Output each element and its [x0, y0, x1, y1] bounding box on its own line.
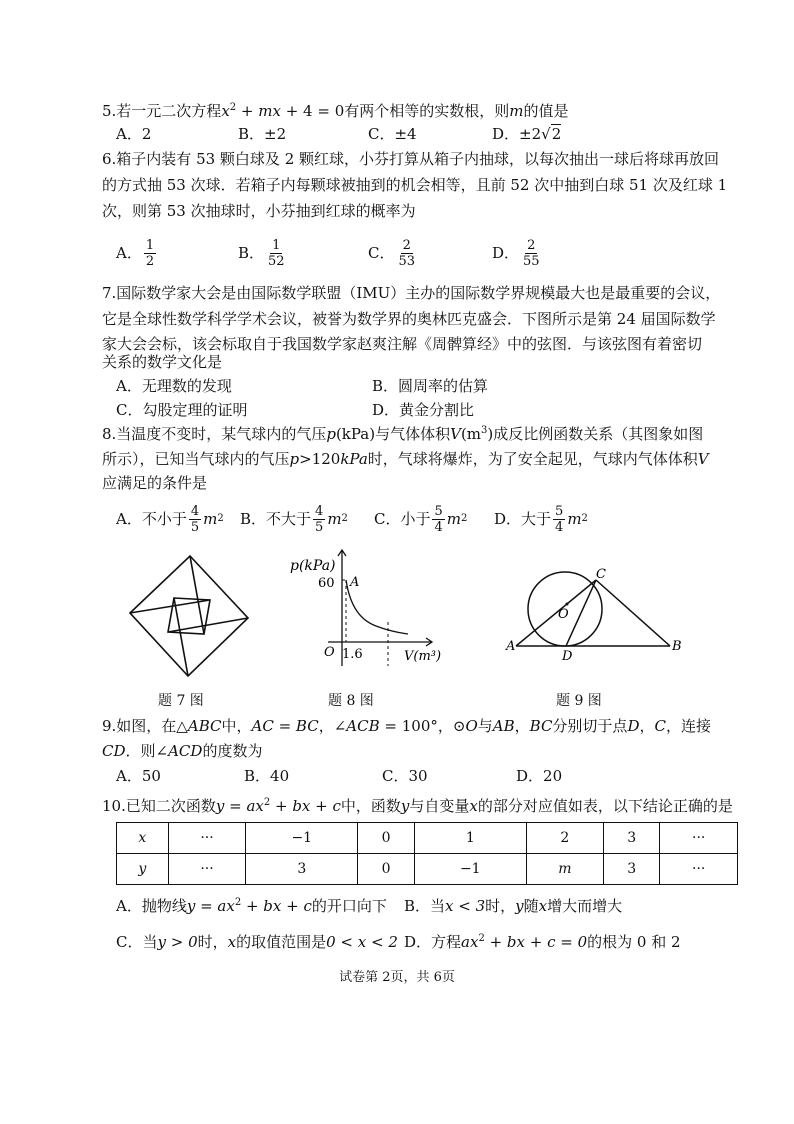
- q6-option-b-fraction: [266, 238, 287, 269]
- q10-stem-c: 与自变量: [409, 797, 470, 815]
- q5-eq-plus: +: [236, 102, 259, 120]
- q8-option-b-unit: m: [327, 510, 342, 528]
- q8-option-d-den: 4: [555, 519, 564, 535]
- q8-option-c-num: 5: [434, 503, 443, 519]
- q6-option-d-label: D．: [492, 244, 520, 262]
- q6-option-a-den: 2: [145, 253, 155, 269]
- q6-option-d-fraction: [521, 238, 542, 269]
- q8-option-b-den: 5: [315, 519, 324, 535]
- q10-a-sq: 2: [234, 897, 242, 908]
- table-cell: −1: [414, 854, 526, 885]
- fig8-point-a: A: [350, 575, 360, 590]
- q8-line2-c: 时，气球将爆炸，为了安全起见，气球内气体体积: [367, 450, 698, 468]
- figure-7-string-diagram: [120, 548, 260, 688]
- table-cell: 0: [358, 823, 414, 854]
- fig9-center-dot: [566, 603, 569, 606]
- q10-d-post: 的根为 0 和 2: [587, 933, 681, 951]
- q5-stem-post: 有两个相等的实数根，则: [344, 102, 510, 120]
- q10-d-sq: 2: [478, 933, 485, 944]
- q10-x: x: [469, 797, 478, 815]
- q10-c-post: 的取值范围是: [236, 933, 327, 951]
- q10-func-sq: 2: [263, 797, 271, 808]
- q5-eq-rest: + 4 = 0: [280, 102, 345, 120]
- q10-option-c: [116, 932, 398, 952]
- q10-d-eq-b: + bx + c = 0: [484, 933, 588, 951]
- q10-option-d: [404, 932, 681, 952]
- table-cell: −1: [246, 823, 358, 854]
- q6-option-b-num: 1: [272, 237, 281, 253]
- table-row-y: [117, 854, 738, 885]
- q10-c-pre: C．当: [116, 933, 158, 951]
- q5-stem-end: 的值是: [523, 102, 569, 120]
- q7-line-2: 它是全球性数学科学学术会议，被誉为数学界的奥林匹克盛会．下图所示是第 24 届国际数学: [102, 310, 716, 328]
- q9-c: C: [654, 717, 666, 735]
- q8-option-a: A．不小于 $\frac{4}{5}$ m 2: [116, 503, 224, 535]
- q10-stem-b: 中，函数: [340, 797, 401, 815]
- fig9-label-a: A: [506, 639, 516, 654]
- figure-9-triangle-circle: [500, 564, 690, 664]
- q8-option-a-fraction: [189, 504, 201, 535]
- fig9-label-d: D: [562, 649, 573, 664]
- q10-b-mid: 时，: [485, 897, 516, 915]
- page-footer: 试卷第 2页，共 6页: [339, 970, 455, 985]
- q8-unit-v: (m: [460, 425, 482, 443]
- figure-8-graph: [284, 544, 444, 674]
- table-cell: ···: [168, 854, 246, 885]
- q6-option-a: [116, 236, 158, 270]
- q10-c-range: 0 < x < 2: [326, 933, 398, 951]
- q9-l1-c: ，∠: [318, 717, 347, 735]
- table-cell: 3: [603, 823, 659, 854]
- q10-a-post: 的开口向下: [311, 897, 387, 915]
- q10-func-b: + bx + c: [270, 797, 341, 815]
- q5-option-d-radicand: 2: [551, 125, 562, 143]
- q6-option-c-label: C．: [368, 244, 395, 262]
- q10-stem-d: 的部分对应值如表，以下结论正确的是: [477, 797, 733, 815]
- q8-line-1: [102, 424, 703, 444]
- q6-line-2: 的方式抽 53 次球．若箱子内每颗球被抽到的机会相等，且前 52 次中抽到白球 51 次及红球 1: [102, 176, 728, 194]
- q8-option-c: C．小于 $\frac{5}{4}$ m 2: [374, 503, 468, 535]
- table-cell: 3: [246, 854, 358, 885]
- q5-eq-sq: 2: [229, 102, 237, 113]
- q5-option-d-label: D．±2: [492, 125, 542, 143]
- table-cell: 2: [526, 823, 603, 854]
- q9-line-1: [102, 716, 711, 736]
- q9-l2-b: 的度数为: [202, 742, 263, 760]
- q6-option-c-num: 2: [402, 237, 411, 253]
- q9-d: D: [627, 717, 640, 735]
- table-row-x: [117, 823, 738, 854]
- fig8-y-tick: 60: [318, 576, 335, 591]
- table-cell: ···: [168, 823, 246, 854]
- q8-line1-a: 8.当温度不变时，某气球内的气压: [102, 425, 327, 443]
- q9-l1-i: ，连接: [665, 717, 711, 735]
- q8-line2-kpa: kPa: [340, 450, 368, 468]
- q8-unit-v-close: ): [487, 425, 494, 443]
- fig8-origin: O: [324, 645, 335, 660]
- q8-option-b-fraction: [313, 504, 325, 535]
- q10-c-cond: y > 0: [157, 933, 198, 951]
- q6-line-3: 次，则第 53 次抽球时，小芬抽到红球的概率为: [102, 202, 416, 220]
- q5-option-b: B．±2: [238, 125, 287, 143]
- q7-option-d: D．黄金分割比: [372, 401, 475, 419]
- q5-m: m: [509, 102, 524, 120]
- q9-cd: CD: [102, 742, 126, 760]
- q8-unit-v-sq: 3: [481, 425, 488, 436]
- q10-func: y = ax: [215, 797, 264, 815]
- q9-l1-d: = 100°，⊙: [379, 717, 466, 735]
- q9-line-2: [102, 741, 262, 761]
- q8-option-a-label: A．不小于: [116, 510, 187, 528]
- q5-option-c: C．±4: [368, 125, 417, 143]
- q9-o: O: [465, 717, 478, 735]
- table-cell: ···: [660, 823, 738, 854]
- q7-option-a: A．无理数的发现: [116, 377, 232, 395]
- fig8-y-label: p(kPa): [290, 558, 336, 574]
- q8-option-d-unit: m: [567, 510, 582, 528]
- q10-b-x: x: [538, 897, 548, 915]
- q8-line2-b: >120: [299, 450, 341, 468]
- q6-option-d-den: 55: [523, 253, 540, 269]
- q9-l1-b: 中，: [221, 717, 252, 735]
- q8-v: V: [450, 425, 461, 443]
- q9-option-b: B．40: [244, 767, 290, 785]
- q10-d-eq: ax: [461, 933, 479, 951]
- q9-l1-h: ，: [639, 717, 655, 735]
- q6-option-a-fraction: [144, 238, 156, 269]
- q8-line-3: 应满足的条件是: [102, 474, 208, 492]
- q9-l1-a: 9.如图，在△: [102, 717, 188, 735]
- q8-option-c-unit: m: [446, 510, 461, 528]
- q9-ab: AB: [492, 717, 515, 735]
- q5-stem: [102, 101, 569, 121]
- q5-option-a: A．2: [116, 125, 152, 143]
- q8-option-d: D．大于 $\frac{5}{4}$ m 2: [494, 503, 588, 535]
- q8-option-c-den: 4: [434, 519, 443, 535]
- fig7-caption: 题 7 图: [158, 693, 204, 709]
- q8-option-d-fraction: [553, 504, 565, 535]
- q10-c-x: x: [227, 933, 237, 951]
- table-cell: ···: [660, 854, 738, 885]
- q6-option-c: [368, 236, 419, 270]
- q10-b-post2: 增大而增大: [547, 897, 623, 915]
- q8-line2-a: 所示），已知当气球内的气压: [102, 450, 290, 468]
- q6-option-d-num: 2: [527, 237, 536, 253]
- fig9-label-c: C: [596, 567, 606, 582]
- q6-option-b-label: B．: [238, 244, 265, 262]
- q10-b-cond: x < 3: [445, 897, 486, 915]
- q8-option-c-label: C．小于: [374, 510, 431, 528]
- q7-option-b: B．圆周率的估算: [372, 377, 489, 395]
- q8-line-2: [102, 449, 709, 469]
- q8-line1-c: 成反比例函数关系（其图象如图: [493, 425, 704, 443]
- table-cell: m: [526, 854, 603, 885]
- q10-y: y: [400, 797, 410, 815]
- q10-a-func-b: + bx + c: [241, 897, 312, 915]
- fig8-caption: 题 8 图: [328, 693, 374, 709]
- fig7-outer-square: [130, 556, 248, 676]
- q6-option-c-den: 53: [398, 253, 416, 269]
- q8-option-b-num: 4: [315, 503, 324, 519]
- fig9-label-o: O: [558, 607, 569, 622]
- fig9-segment-cd: [566, 580, 596, 646]
- q6-line-1: 6.箱子内装有 53 颗白球及 2 颗红球，小芬打算从箱子内抽球，以每次抽出一球后将球再放回: [102, 150, 720, 168]
- q5-eq-mx: mx: [258, 102, 281, 120]
- q9-abc: ABC: [187, 717, 222, 735]
- q7-line-4: 关系的数学文化是: [102, 353, 223, 371]
- q10-b-pre: B．当: [404, 897, 446, 915]
- q9-bc-eq: BC: [295, 717, 319, 735]
- table-cell: 0: [358, 854, 414, 885]
- q8-option-d-num: 5: [555, 503, 564, 519]
- q8-line2-p: p: [289, 450, 300, 468]
- q9-option-c: C．30: [382, 767, 428, 785]
- q10-stem: [102, 796, 733, 816]
- table-cell: 1: [414, 823, 526, 854]
- q8-option-a-num: 4: [190, 503, 200, 519]
- q10-c-mid: 时，: [197, 933, 228, 951]
- q9-l2-a: ．则∠: [125, 742, 169, 760]
- q9-l1-g: 分别切于点: [552, 717, 628, 735]
- q8-line1-b: 与气体体积: [375, 425, 451, 443]
- q8-option-d-label: D．大于: [494, 510, 552, 528]
- table-cell: y: [117, 854, 169, 885]
- q6-option-a-num: 1: [145, 237, 155, 253]
- q9-eq: =: [273, 717, 296, 735]
- q9-acb: ACB: [346, 717, 380, 735]
- q5-eq-x: x: [221, 102, 230, 120]
- q8-option-c-fraction: [432, 504, 444, 535]
- q7-option-c: C．勾股定理的证明: [116, 401, 248, 419]
- table-cell: x: [117, 823, 169, 854]
- q10-b-y: y: [515, 897, 524, 915]
- q9-l1-e: 与: [477, 717, 493, 735]
- q10-stem-a: 10.已知二次函数: [102, 797, 216, 815]
- q9-option-a: A．50: [116, 767, 161, 785]
- q6-option-c-fraction: [396, 238, 417, 269]
- table-cell: 3: [603, 854, 659, 885]
- q10-a-func: y = ax: [186, 897, 235, 915]
- q6-option-a-label: A．: [116, 244, 142, 262]
- q6-option-d: [492, 236, 544, 270]
- q6-option-b: [238, 236, 289, 270]
- fig7-leg-4: [174, 598, 188, 676]
- q10-d-pre: D．方程: [404, 933, 462, 951]
- q6-option-b-den: 52: [268, 253, 285, 269]
- q10-option-a: [116, 896, 387, 916]
- q10-b-post1: 随: [523, 897, 539, 915]
- q8-line2-v: V: [697, 450, 709, 468]
- q5-option-d: D．±2√2: [492, 125, 562, 143]
- fig8-x-label: V(m³): [404, 649, 442, 664]
- fig9-side-bc: [596, 580, 670, 646]
- fig8-x-tick: 1.6: [342, 647, 363, 662]
- q5-stem-pre: 5.若一元二次方程: [102, 102, 222, 120]
- q10-a-pre: A．抛物线: [116, 897, 187, 915]
- q7-line-1: 7.国际数学家大会是由国际数学联盟（IMU）主办的国际数学界规模最大也是最重要的会议，: [102, 284, 721, 302]
- q7-line-3: 家大会会标，该会标取自于我国数学家赵爽注解《周髀算经》中的弦图．与该弦图有着密切: [102, 335, 703, 353]
- q8-option-b-label: B．不大于: [240, 510, 312, 528]
- q8-option-a-den: 5: [190, 519, 200, 535]
- q8-unit-p: (kPa): [335, 425, 376, 443]
- q9-ac: AC: [251, 717, 274, 735]
- fig9-label-b: B: [672, 639, 682, 654]
- q9-bc: BC: [529, 717, 553, 735]
- q9-option-d: D．20: [516, 767, 563, 785]
- q10-option-b: [404, 896, 622, 916]
- q8-option-a-unit: m: [203, 510, 218, 528]
- q9-acd: ACD: [168, 742, 203, 760]
- fig9-caption: 题 9 图: [556, 693, 602, 709]
- q8-p: p: [326, 425, 336, 443]
- q9-l1-f: ，: [514, 717, 530, 735]
- q8-option-b: B．不大于 $\frac{4}{5}$ m 2: [240, 503, 348, 535]
- q10-value-table: [116, 822, 738, 885]
